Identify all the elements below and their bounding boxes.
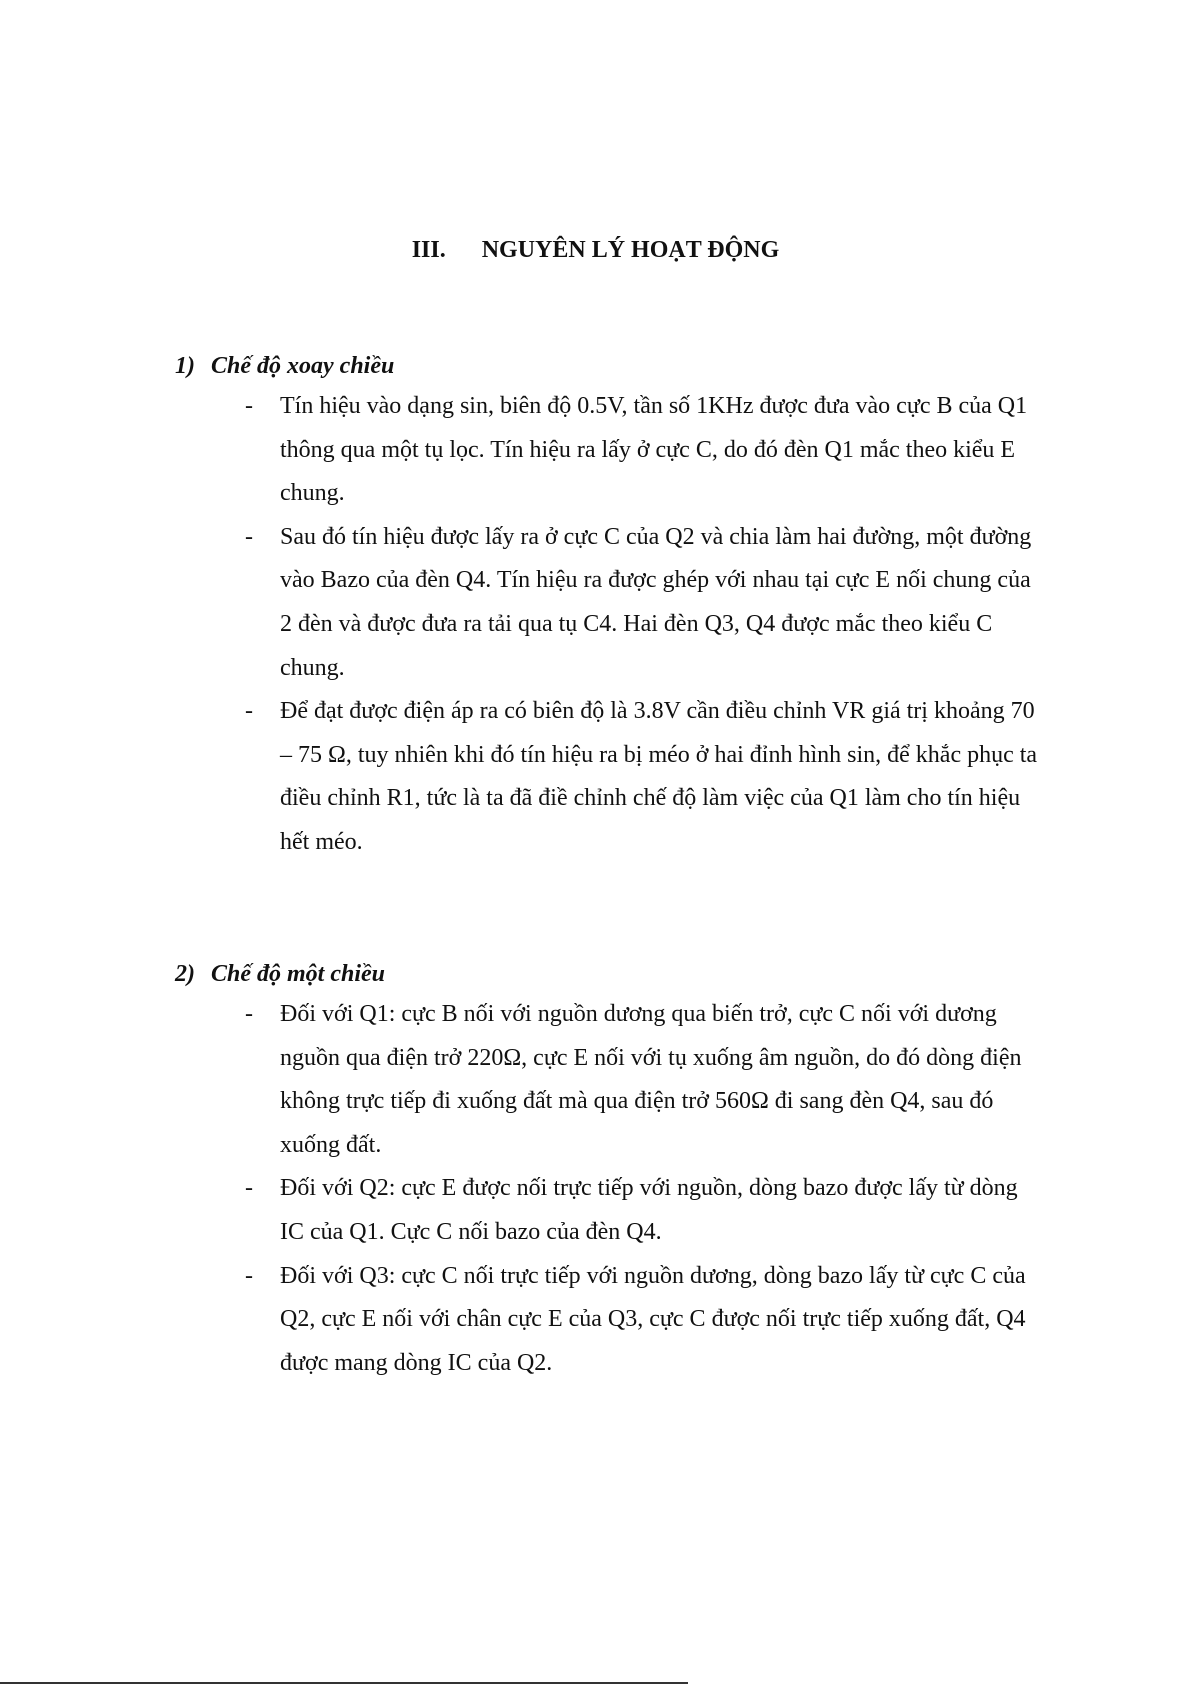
section-title-text: Chế độ một chiều (211, 961, 386, 987)
section-number: 1) (175, 353, 195, 379)
footer-divider (0, 1682, 688, 1684)
bullet-dash: - (245, 523, 253, 550)
bullet-dash: - (245, 698, 253, 725)
bullet-dash: - (245, 1001, 253, 1027)
bullet-text: Sau đó tín hiệu được lấy ra ở cực C của Q2 và chia làm hai đường, một đường vào Bazo của đèn Q4. Tín hiệu ra được ghép với nhau tại cực E nối chung của 2 đèn và được đưa ra tải qua tụ C4. Hai đèn Q3, Q4 được mắc theo kiểu C chung. (280, 523, 1032, 681)
bullet-item (0, 1255, 1045, 1386)
section-title (175, 347, 1191, 385)
page-heading (0, 228, 1191, 272)
section-title (175, 955, 1191, 993)
bullet-text: Đối với Q1: cực B nối với nguồn dương qua biến trở, cực C nối với dương nguồn qua điện trở 220Ω, cực E nối với tụ xuống âm nguồn, do đó dòng điện không trực tiếp đi xuống đất mà qua điện trở 560Ω đi sang đèn Q4, sau đó xuống đất. (280, 1001, 1022, 1158)
section-title-text: Chế độ xoay chiều (211, 353, 395, 379)
bullet-item (0, 993, 1045, 1167)
section-ac-mode (0, 347, 1191, 865)
bullet-text: Đối với Q3: cực C nối trực tiếp với nguồn dương, dòng bazo lấy từ cực C của Q2, cực E nối với chân cực E của Q3, cực C được nối trực tiếp xuống đất, Q4 được mang dòng IC của Q2. (280, 1262, 1026, 1376)
bullet-dash: - (245, 1262, 253, 1289)
bullet-item (0, 690, 1045, 864)
bullet-item (0, 516, 1045, 690)
bullet-text: Tín hiệu vào dạng sin, biên độ 0.5V, tần số 1KHz được đưa vào cực B của Q1 thông qua một tụ lọc. Tín hiệu ra lấy ở cực C, do đó đèn Q1 mắc theo kiểu E chung. (280, 393, 1028, 507)
bullet-list (0, 993, 1191, 1385)
heading-title: NGUYÊN LÝ HOẠT ĐỘNG (481, 237, 780, 263)
section-number: 2) (175, 961, 195, 987)
bullet-item (0, 1167, 1045, 1254)
bullet-dash: - (245, 393, 253, 419)
section-dc-mode (0, 955, 1191, 1385)
bullet-text: Đối với Q2: cực E được nối trực tiếp với nguồn, dòng bazo được lấy từ dòng IC của Q1. Cực C nối bazo của đèn Q4. (280, 1175, 1018, 1245)
bullet-list (0, 385, 1191, 865)
bullet-item (0, 385, 1045, 516)
bullet-text: Để đạt được điện áp ra có biên độ là 3.8V cần điều chỉnh VR giá trị khoảng 70 – 75 Ω, tuy nhiên khi đó tín hiệu ra bị méo ở hai đỉnh hình sin, để khắc phục ta điều chỉnh R1, tức là ta đã điề chỉnh chế độ làm việc của Q1 làm cho tín hiệu hết méo. (280, 698, 1038, 855)
heading-number: III. (411, 237, 446, 263)
bullet-dash: - (245, 1175, 253, 1202)
